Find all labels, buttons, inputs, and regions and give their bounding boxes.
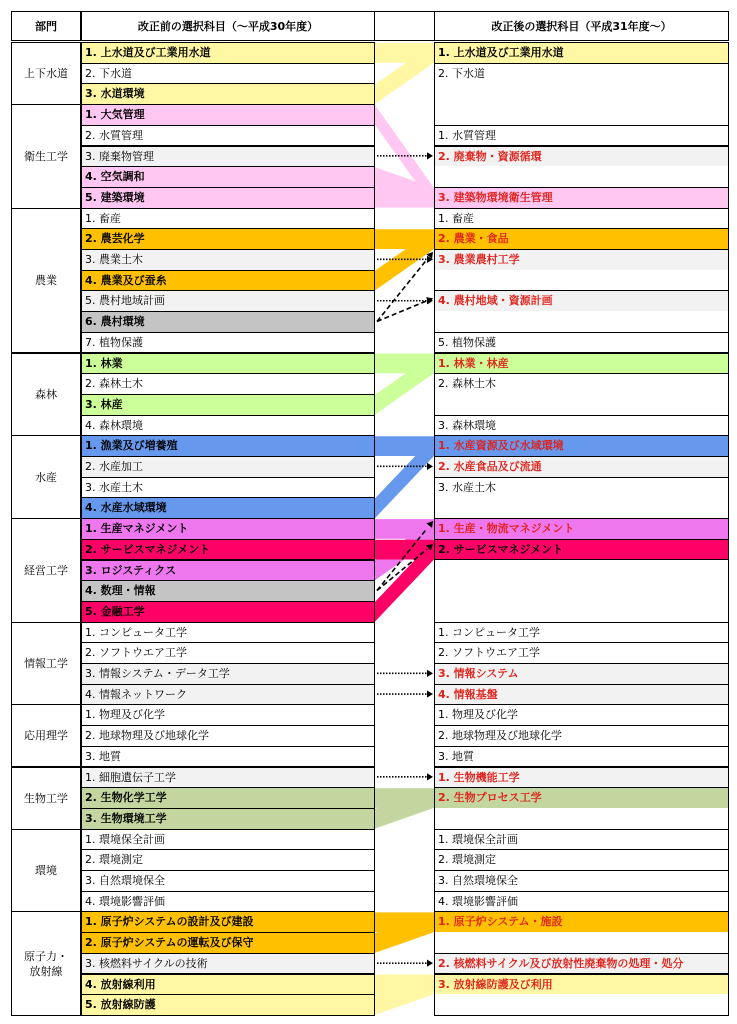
new-subject: 2. 下水道	[434, 63, 729, 85]
arrow-head-icon	[426, 544, 433, 551]
header-after: 改正後の選択科目（平成31年度～）	[434, 11, 729, 41]
department-name: 生物工学	[11, 767, 81, 830]
empty-cell	[434, 497, 729, 519]
old-subject: 4. 水産水域環境	[81, 497, 375, 519]
old-subject: 1. 畜産	[81, 208, 375, 230]
arrow-head-icon	[427, 670, 433, 677]
mapping-band	[375, 519, 434, 580]
old-subject: 3. 廃棄物管理	[81, 146, 375, 168]
new-subject: 2. 核燃料サイクル及び放射性廃棄物の処理・処分	[434, 953, 729, 975]
old-subject: 2. 下水道	[81, 63, 375, 85]
new-subject: 1. 生物機能工学	[434, 767, 729, 789]
old-subject: 3. 水産土木	[81, 477, 375, 499]
mapping-band	[375, 43, 434, 104]
new-subject: 3. 水産土木	[434, 477, 729, 499]
new-subject: 1. 原子炉システム・施設	[434, 911, 729, 933]
new-subject: 3. 自然環境保全	[434, 870, 729, 892]
old-subject: 7. 植物保護	[81, 332, 375, 354]
empty-cell	[434, 311, 729, 333]
department-name: 情報工学	[11, 622, 81, 706]
old-subject: 2. ソフトウエア工学	[81, 642, 375, 664]
mapping-band	[375, 188, 434, 208]
department-name: 農業	[11, 208, 81, 354]
new-subject: 1. 上水道及び工業用水道	[434, 42, 729, 64]
new-subject: 1. 林業・林産	[434, 353, 729, 375]
old-subject: 1. 大気管理	[81, 104, 375, 126]
old-subject: 2. 地球物理及び地球化学	[81, 725, 375, 747]
old-subject: 1. 細胞遺伝子工学	[81, 767, 375, 789]
empty-cell	[434, 104, 729, 126]
old-subject: 3. 核燃料サイクルの技術	[81, 953, 375, 975]
old-subject: 4. 放射線利用	[81, 974, 375, 996]
department-name: 森林	[11, 353, 81, 437]
arrow-head-icon	[427, 297, 433, 304]
empty-cell	[434, 580, 729, 602]
old-subject: 1. 環境保全計画	[81, 829, 375, 851]
empty-cell	[434, 994, 729, 1016]
mapping-band	[375, 436, 434, 456]
new-subject: 1. 環境保全計画	[434, 829, 729, 851]
mapping-band	[375, 519, 434, 539]
empty-cell	[434, 270, 729, 292]
old-subject: 5. 金融工学	[81, 601, 375, 623]
old-subject: 5. 農村地域計画	[81, 290, 375, 312]
empty-cell	[434, 601, 729, 623]
mapping-band	[375, 540, 434, 622]
new-subject: 2. 水産食品及び流通	[434, 456, 729, 478]
old-subject: 4. 農業及び蚕糸	[81, 270, 375, 292]
new-subject: 2. 農業・食品	[434, 228, 729, 250]
header-gap	[375, 11, 434, 41]
old-subject: 4. 空気調和	[81, 166, 375, 188]
mapping-band	[375, 229, 434, 290]
new-subject: 2. サービスマネジメント	[434, 539, 729, 561]
empty-cell	[434, 166, 729, 188]
old-subject: 2. 森林土木	[81, 373, 375, 395]
mapping-arrow-line	[377, 301, 427, 322]
department-name: 水産	[11, 435, 81, 519]
mapping-band	[375, 167, 434, 207]
mapping-arrow-line	[377, 549, 427, 590]
mapping-band	[375, 436, 434, 518]
old-subject: 5. 放射線防護	[81, 994, 375, 1016]
old-subject: 1. 上水道及び工業用水道	[81, 42, 375, 64]
old-subject: 2. 農芸化学	[81, 228, 375, 250]
department-name: 応用理学	[11, 704, 81, 767]
old-subject: 3. 地質	[81, 746, 375, 768]
old-subject: 4. 環境影響評価	[81, 891, 375, 913]
new-subject: 2. ソフトウエア工学	[434, 642, 729, 664]
old-subject: 1. 物理及び化学	[81, 704, 375, 726]
mapping-band	[375, 43, 434, 63]
new-subject: 1. 畜産	[434, 208, 729, 230]
new-subject: 3. 放射線防護及び利用	[434, 974, 729, 996]
arrow-head-icon	[427, 463, 433, 470]
old-subject: 2. 生物化学工学	[81, 787, 375, 809]
new-subject: 1. 水産資源及び水域環境	[434, 435, 729, 457]
empty-cell	[434, 394, 729, 416]
old-subject: 1. 生産マネジメント	[81, 518, 375, 540]
old-subject: 3. 農業土木	[81, 249, 375, 271]
old-subject: 1. 原子炉システムの設計及び建設	[81, 911, 375, 933]
department-name: 衛生工学	[11, 104, 81, 209]
old-subject: 2. 環境測定	[81, 849, 375, 871]
mapping-band	[375, 105, 434, 208]
empty-cell	[434, 932, 729, 954]
mapping-band	[375, 788, 434, 828]
new-subject: 1. 物理及び化学	[434, 704, 729, 726]
header-before: 改正前の選択科目（～平成30年度）	[81, 11, 375, 41]
new-subject: 2. 環境測定	[434, 849, 729, 871]
empty-cell	[434, 808, 729, 830]
mapping-band	[375, 540, 434, 560]
arrow-head-icon	[427, 960, 433, 967]
new-subject: 3. 地質	[434, 746, 729, 768]
old-subject: 3. 情報システム・データ工学	[81, 663, 375, 685]
arrow-head-icon	[427, 152, 433, 159]
old-subject: 4. 情報ネットワーク	[81, 684, 375, 706]
department-name: 環境	[11, 829, 81, 913]
department-name: 上下水道	[11, 42, 81, 105]
empty-cell	[434, 83, 729, 105]
new-subject: 2. 森林土木	[434, 373, 729, 395]
old-subject: 3. 水道環境	[81, 83, 375, 105]
new-subject: 4. 環境影響評価	[434, 891, 729, 913]
mapping-band	[375, 912, 434, 952]
new-subject: 3. 建築物環境衛生管理	[434, 187, 729, 209]
mapping-band	[375, 975, 434, 1015]
old-subject: 4. 森林環境	[81, 415, 375, 437]
old-subject: 3. 自然環境保全	[81, 870, 375, 892]
new-subject: 5. 植物保護	[434, 332, 729, 354]
new-subject: 4. 農村地域・資源計画	[434, 290, 729, 312]
department-name: 経営工学	[11, 518, 81, 623]
mapping-band	[375, 788, 434, 808]
mapping-band	[375, 354, 434, 374]
new-subject: 4. 情報基盤	[434, 684, 729, 706]
new-subject: 1. コンピュータ工学	[434, 622, 729, 644]
new-subject: 3. 情報システム	[434, 663, 729, 685]
new-subject: 2. 廃棄物・資源循環	[434, 146, 729, 168]
old-subject: 1. 漁業及び増養殖	[81, 435, 375, 457]
old-subject: 2. 原子炉システムの運転及び保守	[81, 932, 375, 954]
new-subject: 1. 水質管理	[434, 125, 729, 147]
old-subject: 2. サービスマネジメント	[81, 539, 375, 561]
arrow-head-icon	[427, 256, 433, 263]
mapping-arrow-line	[377, 528, 427, 590]
old-subject: 1. コンピュータ工学	[81, 622, 375, 644]
mapping-band	[375, 975, 434, 995]
new-subject: 3. 農業農村工学	[434, 249, 729, 271]
mapping-band	[375, 229, 434, 249]
mapping-band	[375, 912, 434, 932]
old-subject: 3. 生物環境工学	[81, 808, 375, 830]
arrow-head-icon	[427, 690, 433, 697]
arrow-head-icon	[427, 773, 433, 780]
mapping-band	[375, 354, 434, 415]
old-subject: 3. 林産	[81, 394, 375, 416]
new-subject: 3. 森林環境	[434, 415, 729, 437]
new-subject: 2. 地球物理及び地球化学	[434, 725, 729, 747]
arrow-head-icon	[426, 521, 433, 528]
old-subject: 5. 建築環境	[81, 187, 375, 209]
old-subject: 3. ロジスティクス	[81, 560, 375, 582]
header-dept: 部門	[11, 11, 81, 41]
old-subject: 2. 水産加工	[81, 456, 375, 478]
old-subject: 1. 林業	[81, 353, 375, 375]
new-subject: 1. 生産・物流マネジメント	[434, 518, 729, 540]
mapping-arrow-line	[377, 259, 427, 321]
new-subject: 2. 生物プロセス工学	[434, 787, 729, 809]
department-name: 原子力・ 放射線	[11, 911, 81, 1016]
old-subject: 2. 水質管理	[81, 125, 375, 147]
old-subject: 4. 数理・情報	[81, 580, 375, 602]
empty-cell	[434, 560, 729, 582]
old-subject: 6. 農村環境	[81, 311, 375, 333]
arrow-head-icon	[426, 297, 433, 304]
arrow-head-icon	[426, 252, 433, 259]
